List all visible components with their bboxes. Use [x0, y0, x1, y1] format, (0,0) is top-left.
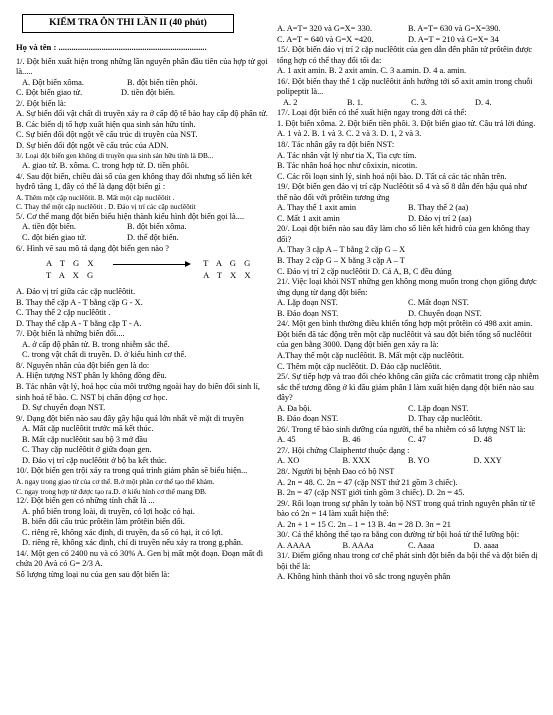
- question-19-options-row1: [277, 203, 539, 214]
- sequence-after-top: T A G G: [203, 258, 254, 269]
- sequence-before-bottom: T A X G: [46, 269, 97, 280]
- option: C. Aaaa: [408, 540, 435, 550]
- option: C. đột biến giao tử.: [22, 232, 87, 242]
- question-20-option-a: A. Thay 3 cặp A – T bằng 2 cặp G – X: [277, 245, 406, 255]
- question-19: 19/. Đột biến gen đảo vị trí cặp Nuclêôtit số 4 và số 8 dẫn đến hậu quả như thế nào đối với prôtêin tương ứng: [277, 182, 527, 202]
- option: B. AAAa: [342, 540, 374, 550]
- option: B. 1.: [347, 97, 363, 107]
- question-18: 18/. Tác nhân gây ra đột biến NST:: [277, 140, 395, 150]
- option: B. YO: [408, 456, 430, 466]
- question-29: 29/. Rối loạn trong sự phân ly toàn bộ NST trong quá trình nguyên phân từ tế bào có 2n = 14 làm xuất hiện thể:: [277, 498, 536, 519]
- question-26: 26/. Trong tế bào sinh dưỡng của người, thể ba nhiễm có số lượng NST là:: [277, 424, 526, 434]
- option: D. Thay cặp nuclêôtit.: [408, 414, 483, 424]
- question-14-prompt: Số lượng từng loại nu của gen sau đột biến là:: [16, 569, 170, 579]
- question-17: 17/. Loại đột biến có thể xuất hiện ngay trong đời cá thể:: [277, 108, 467, 118]
- question-4: 4/. Sau đột biến, chiều dài số của gen không thay đổi nhưng số liên kết hyđrô tăng 1, đây có thể là dạng đột biến gì :: [16, 171, 253, 192]
- exam-title: KIỂM TRA ÔN THI LẦN II (40 phút): [22, 14, 234, 33]
- question-21-options-row2: [277, 309, 539, 320]
- question-12-option-c: C. riêng rẽ, không xác định, di truyền, đa số có hại, ít có lợi.: [22, 527, 223, 537]
- question-20-option-b: B. Thay 2 cặp G – X bằng 3 cặp A – T: [277, 256, 405, 266]
- question-9-option-c: C. Thay cặp nuclêôtit ở giữa đoạn gen.: [22, 445, 152, 455]
- question-25-options-row1: [277, 404, 539, 415]
- question-8-option-d: D. Sự chuyển đoạn NST.: [22, 403, 106, 413]
- question-27-options: [277, 456, 539, 467]
- right-column: [277, 24, 539, 583]
- question-19-options-row2: [277, 214, 539, 225]
- question-17-statements: 1. Đột biến xôma. 2. Đột biến tiền phôi. 3. Đột biến giao tử. Câu trả lời đúng.: [277, 118, 536, 128]
- question-25: 25/. Sự tiếp hợp và trao đổi chéo không cân giữa các crômatit trong cặp nhiễm sắc thể tương đồng ở kì đầu giảm phân I làm xuất hiện dạng đột biến nào sau đây?: [277, 372, 539, 403]
- question-24: 24/. Một gen bình thường điều khiển tổng hợp một prôtêin có 498 axit amin. Đột biến đã tác động trên một cặp nuclêôtit và sau đột biến tổng số nuclêôtit của gen bằng 3000. Dạng đột biến gen xảy ra là:: [277, 319, 533, 350]
- option: A. tiền đột biến.: [22, 222, 76, 232]
- question-16-options: [277, 98, 539, 109]
- question-12-option-b: B. biến đổi cấu trúc prôtêin làm prôtêin biến đổi.: [22, 517, 185, 527]
- option: A. Đa bội.: [277, 403, 312, 413]
- option: B. Đảo đoạn NST.: [277, 308, 339, 318]
- question-24-option-ab: A.Thay thế một cặp nuclêôtit. B. Mất một cặp nuclêôtit.: [277, 350, 464, 360]
- sequence-after-bottom: A T X X: [203, 269, 254, 280]
- question-20-option-cd: C. Đảo vị trí 2 cặp nuclêôtit D. Cả A, B, C đều đúng: [277, 266, 452, 276]
- option: C. Mất 1 axit amin: [277, 213, 340, 223]
- question-7-option-cd: C. trong vật chất di truyền. D. ở kiểu hình cơ thể.: [22, 350, 187, 360]
- question-14-options-row2: [277, 35, 539, 46]
- question-16: 16/. Đột biến thay thế 1 cặp nuclêôtit ảnh hưởng tới số axit amin trong chuỗi polipeptit là...: [277, 76, 533, 97]
- option: B. đột biến tiền phôi.: [127, 77, 198, 87]
- option: A. 45: [277, 435, 296, 445]
- question-6-option-d: D. Thay thế cặp A - T bằng cặp T - A.: [16, 318, 142, 328]
- question-7-option-ab: A. ở cấp độ phân tử. B. trong nhiễm sắc thể.: [22, 339, 170, 349]
- option: B. đột biến xôma.: [127, 222, 187, 232]
- question-5-options-row1: [16, 222, 270, 233]
- question-10-option-ab: A. ngay trong giao tử của cơ thể. B.ở một phần cơ thể tạo thể khảm.: [16, 476, 215, 486]
- left-column: [16, 14, 270, 580]
- dna-sequence-diagram: [46, 258, 270, 285]
- question-17-options: A. 1 và 2. B. 1 và 3. C. 2 và 3. D. 1, 2 và 3.: [277, 129, 422, 139]
- option: A. Lặp đoạn NST.: [277, 298, 338, 308]
- option: D. 48: [473, 435, 493, 445]
- sequence-before: [46, 258, 113, 281]
- question-10-option-cd: C. ngay trong hợp tử được tạo ra.D. ở kiểu hình cơ thể mang ĐB.: [16, 486, 207, 496]
- option: D. Đảo vị trí 2 (aa): [408, 213, 472, 223]
- option: A. Đột biến xôma.: [22, 77, 84, 87]
- question-2-option-ab: A. Sự biến đổi vật chất di truyền xảy ra ở cấp độ tế bào hay cấp độ phân tử. B. Các biến dị tổ hợp xuất hiện qua sinh sản hữu tính.: [16, 109, 268, 129]
- question-9-option-a: A. Mất cặp nuclêôtit trước mã kết thúc.: [22, 424, 154, 434]
- question-28-option-bd: B. 2n = 47 (cặp NST giới tính gồm 3 chiếc). D. 2n = 45.: [277, 488, 465, 498]
- question-26-options: [277, 435, 539, 446]
- question-12-option-d: D. riêng rẽ, không xác định, chỉ di truyền nếu xảy ra trong g.phân.: [22, 538, 244, 548]
- question-1-options-row2: [16, 88, 270, 99]
- question-18-option-a: A. Tác nhân vật lý như tia X, Tia cực tím.: [277, 150, 417, 160]
- question-25-options-row2: [277, 414, 539, 425]
- option: D. A=T = 210 và G=X= 34: [408, 34, 499, 44]
- question-31: 31/. Điểm giống nhau trong cơ chế phát sinh đột biến đa bội thể và đột biến dị bội thể là:: [277, 551, 538, 571]
- option: C. Lặp đoạn NST.: [408, 403, 469, 413]
- question-14: 14/. Một gen có 2400 nu và có 30% A. Gen bị mất một đoạn. Đoạn mất đi chứa 20 Avà có G= 2/3 A.: [16, 548, 264, 569]
- question-30: 30/. Cá thể không thể tạo ra bằng con đường từ bội hoá từ thể lưỡng bội:: [277, 530, 520, 540]
- question-9: 9/. Dạng đột biến nào sau đây gây hậu quả lớn nhất về mặt di truyền: [16, 413, 244, 423]
- question-18-option-cd: C. Các rối loạn sinh lý, sinh hoá nội bào. D. Tất cả các tác nhân trên.: [277, 171, 507, 181]
- question-29-options: A. 2n + 1 = 15 C. 2n – 1 = 13 B. 4n = 28 D. 3n = 21: [277, 519, 451, 529]
- option: B. A=T= 630 và G=X=390.: [408, 24, 501, 33]
- question-4-option-cd: C. Thay thế một cặp nuclêôtit . D. Đảo vị trí các cặp nuclêôtit: [16, 202, 196, 212]
- question-21-options-row1: [277, 298, 539, 309]
- option: A. AAAA: [277, 540, 311, 550]
- question-8-option-bc: B. Tác nhân vật lý, hoá học của môi trường ngoài hay do biến đổi sinh lí, sinh hoá tế bào. C. NST bị chấn động cơ học.: [16, 382, 260, 402]
- option: C. Mất đoạn NST.: [408, 298, 469, 308]
- option: D. Chuyển đoạn NST.: [408, 308, 482, 318]
- question-12: 12/. Đột biến gen có những tính chất là ...: [16, 496, 155, 506]
- question-2: 2/. Đột biến là:: [16, 98, 67, 108]
- question-20: 20/. Loại đột biến nào sau đây làm cho số liên kết hiđrô của gen không thay đổi?: [277, 224, 530, 244]
- sequence-after: [203, 258, 270, 281]
- option: A. XO: [277, 456, 300, 466]
- question-15: 15/. Đột biến đảo vị trí 2 cặp nuclêôtit của gen dẫn đến phân tử prôtêin được tổng hợp có thể thay đổi tối đa:: [277, 45, 533, 65]
- question-28-option-ac: A. 2n = 48. C. 2n = 47 (cặp NST thứ 21 gồm 3 chiếc).: [277, 477, 458, 487]
- question-3-options: A. giao tử. B. xôma. C. trong hợp tử. D. tiền phôi.: [22, 161, 190, 171]
- question-2-option-c: C. Sự biến đổi đột ngột về cấu trúc di truyền của NST.: [16, 130, 198, 140]
- option: B. XXX: [342, 456, 371, 466]
- option: D. XXY: [473, 456, 502, 466]
- question-3: 3/. Loại đột biến gen không di truyền qua sinh sản hữu tính là ĐB...: [16, 151, 214, 161]
- option: B. Thay thế 2 (aa): [408, 203, 469, 213]
- question-21: 21/. Việc loại khỏi NST những gen không mong muốn trong chọn giống được ứng dụng từ dạng đột biến:: [277, 277, 537, 297]
- option: A. Thay thế 1 axit amin: [277, 203, 357, 213]
- option: A. A=T= 320 và G=X= 330.: [277, 24, 373, 33]
- option: D. tiền đột biến.: [121, 88, 175, 98]
- question-6-option-c: C. Thay thế 2 cặp nuclêôtit .: [16, 308, 111, 318]
- question-6-option-a: A. Đảo vị trí giữa các cặp nuclêôtit.: [16, 287, 136, 297]
- question-15-options: A. 1 axit amin. B. 2 axit amin. C. 3 a.amin. D. 4 a. amin.: [277, 66, 467, 76]
- right-arrow-icon: [113, 259, 191, 270]
- question-6: 6/. Hình vẽ sau mô tả dạng đột biến gen nào ?: [16, 243, 169, 253]
- question-31-option-a: A. Không hình thành thoi vô sắc trong nguyên phân: [277, 572, 451, 582]
- question-2-option-d: D. Sự biến đổi đột ngột về cấu trúc của ADN.: [16, 140, 169, 150]
- question-10: 10/. Đột biến gen trội xảy ra trong quá trình giảm phân sẽ biểu hiện...: [16, 466, 248, 476]
- question-12-option-a: A. phổ biến trong loài, di truyền, có lợi hoặc có hại.: [22, 506, 195, 516]
- question-28: 28/. Người bị bệnh Đao có bộ NST: [277, 466, 395, 476]
- question-1-options-row1: [16, 78, 270, 89]
- student-name-line: Họ và tên : .....................................................................: [16, 42, 207, 52]
- option: C. A=T = 640 và G=X =420.: [277, 34, 374, 44]
- question-18-option-b: B. Tác nhân hoá học như côxixin, nicotin.: [277, 161, 418, 171]
- option: D. aaaa: [473, 540, 499, 550]
- question-1: 1/. Đột biến xuất hiện trong những lần nguyên phân đầu tiên của hợp tử gọi là.....: [16, 56, 268, 77]
- question-5-options-row2: [16, 233, 270, 244]
- question-24-option-cd: C. Thêm một cặp nuclêôtit. D. Đảo cặp nuclêôtit.: [277, 361, 442, 371]
- question-27: 27/. Hội chứng Claiphentơ thuộc dạng :: [277, 445, 410, 455]
- question-9-option-b: B. Mất cặp nuclêôtit sau bộ 3 mở đầu: [22, 434, 148, 444]
- question-30-options: [277, 541, 539, 552]
- question-6-option-b: B. Thay thế cặp A - T bằng cặp G - X.: [16, 297, 143, 307]
- option: B. 46: [342, 435, 361, 445]
- question-4-option-ab: A. Thêm một cặp nuclêôtit. B. Mất một cặp nuclêôtit .: [16, 192, 175, 202]
- option: B. Đảo đoạn NST.: [277, 414, 339, 424]
- question-7: 7/. Đột biến là những biến đổi....: [16, 329, 125, 339]
- question-5: 5/. Cơ thể mang đột biến biểu hiện thành kiểu hình đột biến gọi là....: [16, 211, 245, 221]
- question-8-option-a: A. Hiện tượng NST phân ly không đồng đều.: [16, 371, 167, 381]
- option: C. 47: [408, 435, 427, 445]
- option: D. thể đột biến.: [127, 232, 179, 242]
- question-9-option-d: D. Đảo vị trí cặp nuclêôtit ở bộ ba kết thúc.: [22, 455, 167, 465]
- option: D. 4.: [475, 97, 492, 107]
- option: A. 2: [283, 97, 298, 107]
- question-14-options-row1: [277, 24, 539, 35]
- sequence-before-top: A T G X: [46, 258, 97, 269]
- option: C. 3.: [411, 97, 427, 107]
- option: C. Đột biến giao tử.: [16, 88, 83, 98]
- question-8: 8/. Nguyên nhân của đột biến gen là do:: [16, 360, 150, 370]
